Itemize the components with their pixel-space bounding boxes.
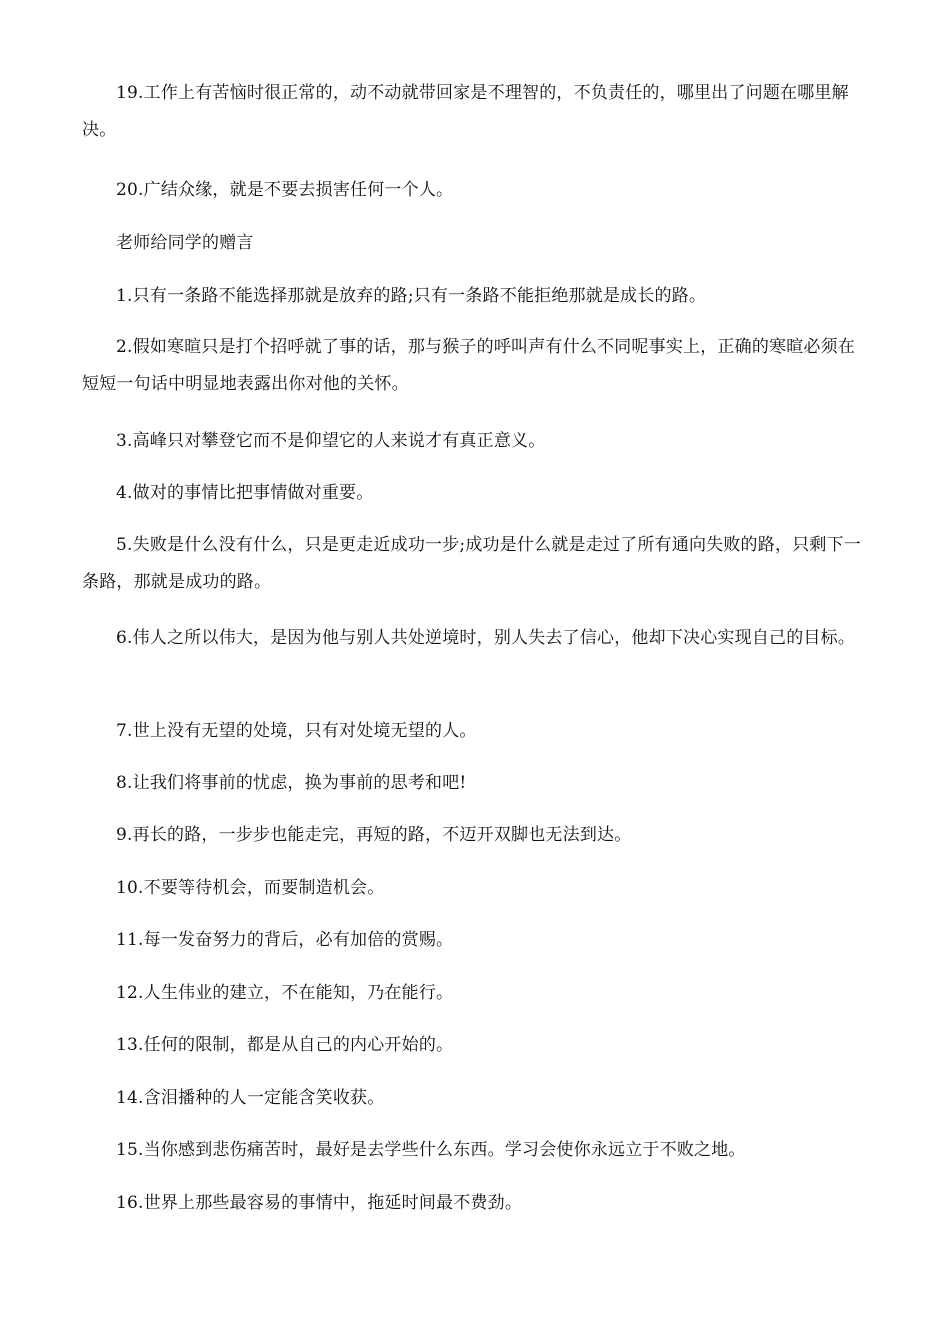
paragraph-9: 9.再长的路，一步步也能走完，再短的路，不迈开双脚也无法到达。 — [116, 825, 632, 845]
paragraph-8: 8.让我们将事前的忧虑，换为事前的思考和吧! — [116, 773, 467, 793]
paragraph-5: 5.失败是什么没有什么，只是更走近成功一步;成功是什么就是走过了所有通向失败的路，只剩下一条路，那就是成功的路。 — [82, 535, 861, 592]
paragraph-14: 14.含泪播种的人一定能含笑收获。 — [116, 1088, 385, 1108]
paragraph-3: 3.高峰只对攀登它而不是仰望它的人来说才有真正意义。 — [116, 431, 546, 451]
paragraph-20: 20.广结众缘，就是不要去损害任何一个人。 — [116, 180, 454, 200]
paragraph-16: 16.世界上那些最容易的事情中，拖延时间最不费劲。 — [116, 1193, 523, 1213]
paragraph-15: 15.当你感到悲伤痛苦时，最好是去学些什么东西。学习会使你永远立于不败之地。 — [116, 1140, 746, 1160]
paragraph-7: 7.世上没有无望的处境，只有对处境无望的人。 — [116, 721, 477, 741]
section-heading: 老师给同学的赠言 — [116, 233, 254, 253]
paragraph-12: 12.人生伟业的建立，不在能知，乃在能行。 — [116, 983, 454, 1003]
paragraph-2: 2.假如寒暄只是打个招呼就了事的话，那与猴子的呼叫声有什么不同呢事实上，正确的寒暄必须在短短一句话中明显地表露出你对他的关怀。 — [82, 337, 856, 394]
paragraph-13: 13.任何的限制，都是从自己的内心开始的。 — [116, 1035, 454, 1055]
paragraph-10: 10.不要等待机会，而要制造机会。 — [116, 878, 385, 898]
paragraph-11: 11.每一发奋努力的背后，必有加倍的赏赐。 — [116, 930, 454, 950]
paragraph-4: 4.做对的事情比把事情做对重要。 — [116, 483, 374, 503]
paragraph-6: 6.伟人之所以伟大，是因为他与别人共处逆境时，别人失去了信心，他却下决心实现自己的目标。 — [116, 628, 856, 648]
paragraph-1: 1.只有一条路不能选择那就是放弃的路;只有一条路不能拒绝那就是成长的路。 — [116, 286, 707, 306]
paragraph-19: 19.工作上有苦恼时很正常的，动不动就带回家是不理智的，不负责任的，哪里出了问题在哪里解决。 — [82, 83, 849, 140]
